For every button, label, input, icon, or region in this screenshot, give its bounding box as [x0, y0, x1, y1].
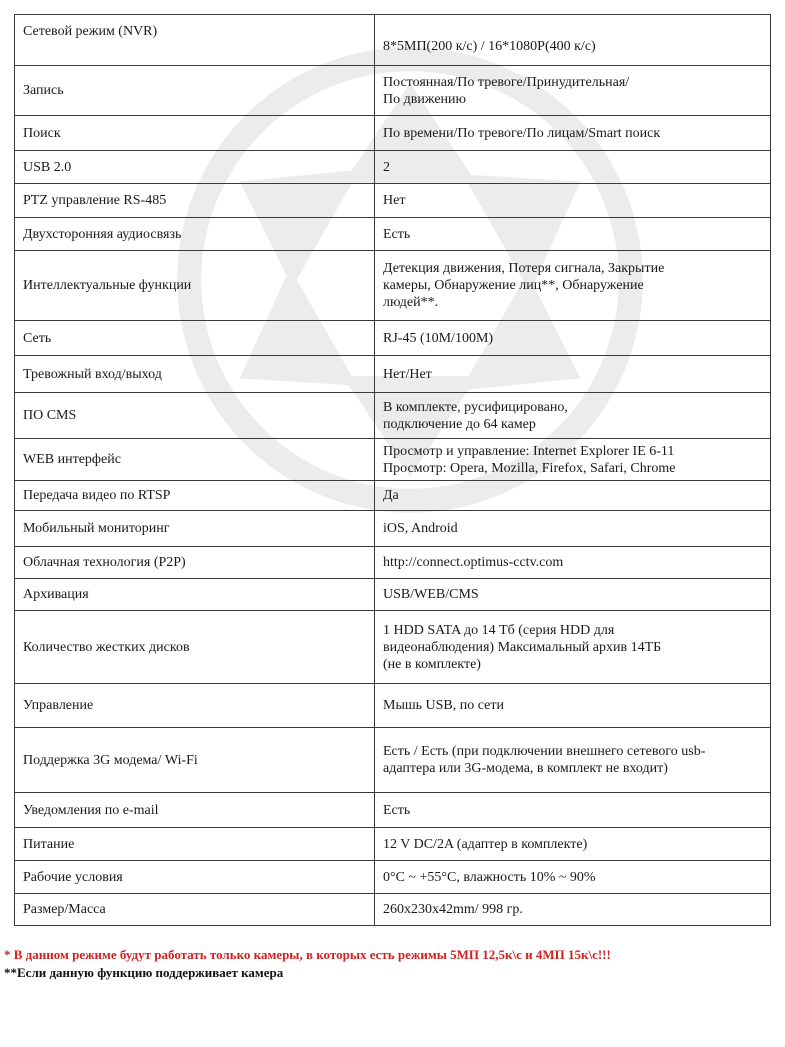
spec-label: USB 2.0 — [15, 151, 375, 184]
spec-label: WEB интерфейс — [15, 439, 375, 481]
spec-value: 2 — [375, 151, 771, 184]
spec-value: 1 HDD SATA до 14 Тб (серия HDD для видеонаблюдения) Максимальный архив 14ТБ (не в комплекте) — [375, 611, 771, 684]
spec-value: iOS, Android — [375, 511, 771, 547]
table-row — [15, 861, 771, 894]
spec-value: По времени/По тревоге/По лицам/Smart поиск — [375, 116, 771, 151]
spec-value: Да — [375, 481, 771, 511]
spec-value: Постоянная/По тревоге/Принудительная/ По движению — [375, 66, 771, 116]
spec-value: 12 V DC/2A (адаптер в комплекте) — [375, 828, 771, 861]
table-row — [15, 251, 771, 321]
table-row — [15, 321, 771, 356]
table-row — [15, 481, 771, 511]
spec-label: Сеть — [15, 321, 375, 356]
spec-value: http://connect.optimus-cctv.com — [375, 547, 771, 579]
spec-label: Запись — [15, 66, 375, 116]
spec-table — [14, 14, 771, 926]
table-row — [15, 728, 771, 793]
spec-value: RJ-45 (10M/100M) — [375, 321, 771, 356]
table-row — [15, 511, 771, 547]
spec-value: Мышь USB, по сети — [375, 684, 771, 728]
footnotes — [4, 946, 764, 981]
table-row — [15, 116, 771, 151]
table-row — [15, 356, 771, 393]
table-row — [15, 828, 771, 861]
spec-label: Двухсторонняя аудиосвязь — [15, 218, 375, 251]
table-row — [15, 15, 771, 66]
spec-value: USB/WEB/CMS — [375, 579, 771, 611]
spec-label: Поиск — [15, 116, 375, 151]
spec-value: 0°C ~ +55°C, влажность 10% ~ 90% — [375, 861, 771, 894]
spec-value: Просмотр и управление: Internet Explorer IE 6-11 Просмотр: Opera, Mozilla, Firefox, Safari, Chrome — [375, 439, 771, 481]
table-row — [15, 894, 771, 926]
spec-value: Есть — [375, 793, 771, 828]
spec-label: PTZ управление RS-485 — [15, 184, 375, 218]
table-row — [15, 547, 771, 579]
footnote-camera-support: **Если данную функцию поддерживает камера — [4, 965, 284, 980]
table-row — [15, 393, 771, 439]
spec-value: Есть — [375, 218, 771, 251]
table-row — [15, 684, 771, 728]
spec-value: Нет — [375, 184, 771, 218]
spec-label: Уведомления по e-mail — [15, 793, 375, 828]
table-row — [15, 793, 771, 828]
spec-value: Есть / Есть (при подключении внешнего сетевого usb- адаптера или 3G-модема, в комплект не входит) — [375, 728, 771, 793]
table-row — [15, 184, 771, 218]
footnote-camera-modes: * В данном режиме будут работать только камеры, в которых есть режимы 5МП 12,5к\с и 4МП 15к\с!!! — [4, 947, 611, 962]
table-row — [15, 151, 771, 184]
spec-label: Размер/Масса — [15, 894, 375, 926]
spec-value: 260x230x42mm/ 998 гр. — [375, 894, 771, 926]
spec-label: Передача видео по RTSP — [15, 481, 375, 511]
spec-value: Детекция движения, Потеря сигнала, Закрытие камеры, Обнаружение лиц**, Обнаружение людей**. — [375, 251, 771, 321]
table-row — [15, 579, 771, 611]
spec-value: 8*5МП(200 к/с) / 16*1080P(400 к/с) — [375, 15, 771, 66]
table-row — [15, 218, 771, 251]
table-row — [15, 439, 771, 481]
spec-value: Нет/Нет — [375, 356, 771, 393]
spec-label: Тревожный вход/выход — [15, 356, 375, 393]
spec-label: Мобильный мониторинг — [15, 511, 375, 547]
spec-label: Архивация — [15, 579, 375, 611]
spec-label: Питание — [15, 828, 375, 861]
table-row — [15, 611, 771, 684]
spec-label: Рабочие условия — [15, 861, 375, 894]
spec-label: Управление — [15, 684, 375, 728]
spec-label: Сетевой режим (NVR) — [15, 15, 375, 66]
spec-label: Интеллектуальные функции — [15, 251, 375, 321]
spec-label: Поддержка 3G модема/ Wi-Fi — [15, 728, 375, 793]
spec-label: Количество жестких дисков — [15, 611, 375, 684]
spec-label: Облачная технология (P2P) — [15, 547, 375, 579]
spec-value: В комплекте, русифицировано, подключение до 64 камер — [375, 393, 771, 439]
table-row — [15, 66, 771, 116]
spec-label: ПО CMS — [15, 393, 375, 439]
